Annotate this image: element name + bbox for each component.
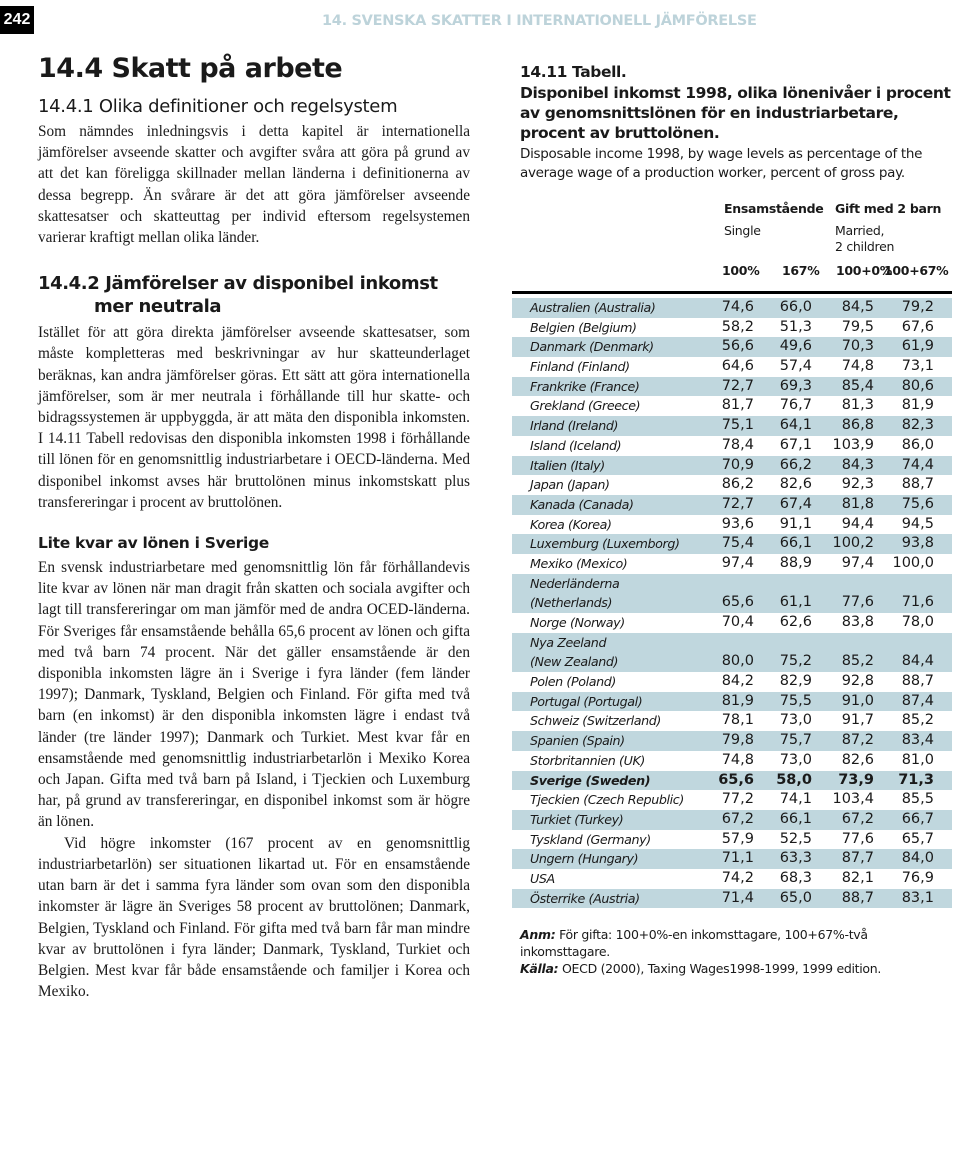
table-cell: 76,9 xyxy=(901,869,934,886)
table-row xyxy=(512,574,952,594)
table-cell: 86,0 xyxy=(901,436,934,453)
table-body xyxy=(512,298,952,908)
table-cell: 73,0 xyxy=(779,712,812,729)
table-cell: 49,6 xyxy=(779,338,812,355)
group-married-en-2: 2 children xyxy=(835,239,895,254)
country-name: Australien (Australia) xyxy=(530,300,656,315)
table-row xyxy=(512,475,952,495)
table-cell: 68,3 xyxy=(779,869,812,886)
table-cell: 65,7 xyxy=(901,830,934,847)
section-heading-2-line1: 14.4.2 Jämförelser av disponibel inkomst xyxy=(38,273,438,295)
table-cell: 66,0 xyxy=(779,299,812,315)
table-cell: 97,4 xyxy=(841,554,874,571)
country-name: (Netherlands) xyxy=(530,595,613,611)
country-name: Portugal (Portugal) xyxy=(530,693,643,709)
table-cell: 74,8 xyxy=(841,358,874,375)
table-cell: 73,0 xyxy=(779,751,812,768)
table-cell: 71,6 xyxy=(901,594,934,611)
table-cell: 85,2 xyxy=(901,712,934,729)
table-row xyxy=(512,889,952,909)
table-row xyxy=(512,652,952,672)
table-row xyxy=(512,751,952,771)
table-cell: 82,9 xyxy=(779,673,812,690)
table-cell: 71,4 xyxy=(721,889,754,906)
table-cell: 70,3 xyxy=(841,338,874,355)
table-cell: 83,1 xyxy=(901,889,934,906)
table-cell: 75,4 xyxy=(721,535,754,552)
country-name: Polen (Poland) xyxy=(530,674,616,690)
page-number: 242 xyxy=(0,6,34,34)
country-name: (New Zealand) xyxy=(530,654,619,670)
table-row xyxy=(512,830,952,850)
table-cell: 81,9 xyxy=(721,692,754,709)
country-name: Danmark (Denmark) xyxy=(530,339,654,355)
table-row xyxy=(512,337,952,357)
group-married-header: Gift med 2 barn xyxy=(835,201,942,216)
table-cell: 81,3 xyxy=(841,397,874,414)
table-cell: 67,4 xyxy=(779,495,812,512)
table-cell: 61,1 xyxy=(779,594,812,611)
table-cell: 66,1 xyxy=(779,535,812,552)
country-name: Schweiz (Switzerland) xyxy=(530,713,661,729)
table-cell: 92,3 xyxy=(841,476,874,493)
group-single-en: Single xyxy=(724,223,761,238)
table-cell: 76,7 xyxy=(779,397,812,414)
table-cell: 70,4 xyxy=(721,614,754,630)
table-cell: 77,2 xyxy=(721,791,754,808)
table-cell: 66,7 xyxy=(901,810,934,827)
table-label: 14.11 Tabell. xyxy=(520,63,627,81)
table-cell: 80,0 xyxy=(721,653,754,670)
table-cell: 57,9 xyxy=(721,830,754,847)
table-cell: 103,9 xyxy=(832,436,874,453)
table-cell: 88,7 xyxy=(901,476,934,493)
running-head: 14. SVENSKA SKATTER I INTERNATIONELL JÄMFÖRELSE xyxy=(322,13,757,29)
table-row xyxy=(512,672,952,692)
table-cell: 61,9 xyxy=(901,338,934,355)
country-name: Turkiet (Turkey) xyxy=(530,811,624,827)
table-cell: 83,4 xyxy=(901,732,934,749)
table-cell: 58,0 xyxy=(776,771,812,788)
table-cell: 80,6 xyxy=(901,377,934,394)
table-row xyxy=(512,318,952,338)
table-row xyxy=(512,593,952,613)
table-cell: 82,6 xyxy=(779,476,812,493)
table-cell: 87,4 xyxy=(901,692,934,709)
column-header: 100+0% xyxy=(836,263,892,278)
country-name: Japan (Japan) xyxy=(530,477,610,493)
column-header: 100% xyxy=(722,263,760,278)
table-row xyxy=(512,456,952,476)
country-name: Nederländerna xyxy=(530,575,620,591)
table-header xyxy=(512,201,952,283)
country-name: Italien (Italy) xyxy=(530,457,605,473)
table-cell: 100,2 xyxy=(832,535,874,552)
table-cell: 88,7 xyxy=(901,673,934,690)
table-cell: 63,3 xyxy=(779,850,812,867)
table-cell: 86,8 xyxy=(841,417,874,434)
table-cell: 81,8 xyxy=(841,495,874,512)
table-cell: 84,4 xyxy=(901,653,934,670)
section-3-text-2: Vid högre inkomster (167 procent av en genomsnittlig industriarbetarlön) ser situationen likartad ut. För en ensamstående utan barn är det i samma fyra länder som ovan som den disponibla inkomster är lägre än Sveriges 58 procent av bruttolönen; Danmark, Belgien, Tyskland och Finland. För gifta med två barn får man mindre kvar av bruttolönen i fyra länder; Danmark, Tyskland, Turkiet och Belgien. Mest kvar får både ensamstående och familjer i Korea och Mexiko. xyxy=(38,834,470,1001)
table-cell: 71,1 xyxy=(721,850,754,867)
table-cell: 97,4 xyxy=(721,554,754,571)
column-header: 100+67% xyxy=(884,263,949,278)
country-name: Grekland (Greece) xyxy=(530,398,641,414)
country-name: Belgien (Belgium) xyxy=(530,319,637,335)
table-cell: 71,3 xyxy=(898,771,934,788)
table-cell: 81,7 xyxy=(721,397,754,414)
table-note: Anm: För gifta: 100+0%-en inkomsttagare, 100+67%-två inkomsttagare. xyxy=(520,927,868,960)
country-name: Island (Iceland) xyxy=(530,437,622,453)
table-cell: 94,4 xyxy=(841,515,874,532)
table-row xyxy=(512,790,952,810)
table-row xyxy=(512,633,952,653)
group-married-en-1: Married, xyxy=(835,223,885,238)
table-cell: 73,1 xyxy=(901,358,934,375)
table-rule xyxy=(512,291,952,294)
table-subtitle: Disposable income 1998, by wage levels as percentage of the average wage of a production worker, percent of gross pay. xyxy=(520,146,923,181)
table-cell: 67,1 xyxy=(779,436,812,453)
country-name: Mexiko (Mexico) xyxy=(530,555,628,571)
table-cell: 84,5 xyxy=(841,299,874,315)
table-cell: 74,2 xyxy=(721,869,754,886)
table-cell: 65,6 xyxy=(721,594,754,611)
table-cell: 51,3 xyxy=(779,318,812,335)
table-cell: 82,3 xyxy=(901,417,934,434)
country-name: Kanada (Canada) xyxy=(530,496,634,512)
table-cell: 70,9 xyxy=(721,456,754,473)
table-cell: 57,4 xyxy=(779,358,812,375)
table-cell: 74,6 xyxy=(721,299,754,315)
table-row xyxy=(512,849,952,869)
table-row xyxy=(512,377,952,397)
table-cell: 67,2 xyxy=(841,810,874,827)
table-cell: 64,6 xyxy=(721,358,754,375)
table-cell: 91,0 xyxy=(841,692,874,709)
table-cell: 81,9 xyxy=(901,397,934,414)
country-name: Ungern (Hungary) xyxy=(530,851,639,867)
table-row xyxy=(512,810,952,830)
table-cell: 75,6 xyxy=(901,495,934,512)
table-row xyxy=(512,515,952,535)
group-single-header: Ensamstående xyxy=(724,201,824,216)
table-cell: 67,6 xyxy=(901,318,934,335)
table-cell: 74,4 xyxy=(901,456,934,473)
country-name: Irland (Ireland) xyxy=(530,418,619,434)
table-cell: 83,8 xyxy=(841,614,874,630)
table-row xyxy=(512,298,952,318)
table-row xyxy=(512,436,952,456)
country-name: USA xyxy=(530,870,555,886)
table-cell: 66,2 xyxy=(779,456,812,473)
table-cell: 85,2 xyxy=(841,653,874,670)
section-heading-2-line2: mer neutrala xyxy=(94,296,222,318)
table-row xyxy=(512,771,952,791)
table-cell: 88,7 xyxy=(841,889,874,906)
table-cell: 75,1 xyxy=(721,417,754,434)
country-name: Tyskland (Germany) xyxy=(530,831,651,847)
table-cell: 75,2 xyxy=(779,653,812,670)
country-name: Spanien (Spain) xyxy=(530,733,625,749)
section-1-text: Som nämndes inledningsvis i detta kapitel är internationella jämförelser avseende skatter och avgifter svåra att göra på grund av att det kan föreligga skillnader mellan länderna i definitionerna av dessa begrepp. Än svårare är det att göra jämförelser avseende skattesatser och skatteuttag per individ eftersom regelsystemen varierar kraftigt mellan olika länder. xyxy=(38,123,470,247)
country-name: Frankrike (France) xyxy=(530,378,640,394)
table-row xyxy=(512,869,952,889)
table-cell: 75,7 xyxy=(779,732,812,749)
table-cell: 100,0 xyxy=(892,554,934,571)
table-cell: 94,5 xyxy=(901,515,934,532)
section-heading-3: Lite kvar av lönen i Sverige xyxy=(38,534,269,553)
table-cell: 58,2 xyxy=(721,318,754,335)
table-cell: 88,9 xyxy=(779,554,812,571)
table-cell: 84,2 xyxy=(721,673,754,690)
table-cell: 77,6 xyxy=(841,594,874,611)
table-cell: 72,7 xyxy=(721,495,754,512)
section-heading-2 xyxy=(38,272,470,318)
table-cell: 86,2 xyxy=(721,476,754,493)
table-row xyxy=(512,534,952,554)
table-row xyxy=(512,731,952,751)
article-column xyxy=(38,52,470,1002)
section-3-text-1: En svensk industriarbetare med genomsnittlig lön får förhållandevis lite kvar av lönen när man dragit från skatten och sociala avgifter och lagt till transfereringar om man jämför med de andra OCED-länderna. För Sveriges får ensamstående behålla 65,6 procent av lönen och gifta med två barn 74 procent. När det gäller ensamstående är den disponibla inkomsten lägre än i Sverige i fyra länder (fem länder 1997); Danmark, Tyskland, Belgien och Finland. För gifta med två barn (en inkomst) är den disponibla inkomsten lägre i endast två länder (tre länder 1997); Danmark och Turkiet. Mest kvar får en ensamstående med genomsnittlig industriarbetarlön i Mexiko Korea och Japan. Gifta med två barn på Island, i Tjeckien och Luxemburg har, på grund av transfereringar, en disponibel inkomst som är högre än lönen. xyxy=(38,559,470,831)
table-cell: 78,0 xyxy=(901,614,934,630)
country-name: Luxemburg (Luxemborg) xyxy=(530,536,680,552)
table-cell: 79,2 xyxy=(901,299,934,315)
country-name: Storbritannien (UK) xyxy=(530,752,645,768)
table-cell: 103,4 xyxy=(832,791,874,808)
table-cell: 81,0 xyxy=(901,751,934,768)
table-cell: 79,5 xyxy=(841,318,874,335)
country-name: Sverige (Sweden) xyxy=(530,772,651,788)
table-row xyxy=(512,416,952,436)
table-row xyxy=(512,357,952,377)
column-header: 167% xyxy=(782,263,820,278)
table-cell: 75,5 xyxy=(779,692,812,709)
chapter-title: 14.4 Skatt på arbete xyxy=(38,53,343,84)
table-cell: 87,2 xyxy=(841,732,874,749)
section-heading-1: 14.4.1 Olika definitioner och regelsystem xyxy=(38,96,398,117)
table-cell: 91,7 xyxy=(841,712,874,729)
table-cell: 79,8 xyxy=(721,732,754,749)
table-cell: 65,6 xyxy=(718,771,754,788)
table-cell: 65,0 xyxy=(779,889,812,906)
table-cell: 77,6 xyxy=(841,830,874,847)
country-name: Nya Zeeland xyxy=(530,634,607,650)
table-cell: 92,8 xyxy=(841,673,874,690)
table-cell: 82,1 xyxy=(841,869,874,886)
table-cell: 72,7 xyxy=(721,377,754,394)
table-cell: 74,8 xyxy=(721,751,754,768)
table-cell: 74,1 xyxy=(779,791,812,808)
income-table xyxy=(512,62,952,977)
table-cell: 84,3 xyxy=(841,456,874,473)
table-cell: 93,6 xyxy=(721,515,754,532)
table-notes xyxy=(520,926,952,977)
country-name: Tjeckien (Czech Republic) xyxy=(530,792,684,808)
table-row xyxy=(512,613,952,633)
table-cell: 73,9 xyxy=(838,771,874,788)
table-row xyxy=(512,692,952,712)
table-cell: 84,0 xyxy=(901,850,934,867)
table-cell: 82,6 xyxy=(841,751,874,768)
table-row xyxy=(512,495,952,515)
country-name: Finland (Finland) xyxy=(530,359,630,375)
table-source: Källa: OECD (2000), Taxing Wages1998-1999, 1999 edition. xyxy=(520,961,882,977)
table-cell: 85,4 xyxy=(841,377,874,394)
table-cell: 85,5 xyxy=(901,791,934,808)
table-cell: 52,5 xyxy=(779,830,812,847)
country-name: Korea (Korea) xyxy=(530,516,612,532)
table-cell: 64,1 xyxy=(779,417,812,434)
table-cell: 62,6 xyxy=(779,614,812,630)
table-cell: 69,3 xyxy=(779,377,812,394)
section-2-text: Istället för att göra direkta jämförelser avseende skattesatser, som måste kompletteras med beskrivningar av hur skatteunderlaget beräknas, kan andra jämförelser göras. Ett sätt att göra internationella jämförelser, som är mer neutrala i förhållande till hur skatte- och bidragssystemen är uppbyggda, är att mäta den disponibla inkomsten. I 14.11 Tabell redovisas den disponibla inkomsten 1998 i förhållande till lönen för en genomsnittlig industriarbetare i OECD-länderna. Med disponibel inkomst avses här bruttolönen minus inkomstskatt plus transfereringar i procent av bruttolönen. xyxy=(38,324,470,511)
table-cell: 78,4 xyxy=(721,436,754,453)
table-cell: 66,1 xyxy=(779,810,812,827)
table-cell: 56,6 xyxy=(721,338,754,355)
table-title: Disponibel inkomst 1998, olika lönenivåer i procent av genomsnittslönen för en industriarbetare, procent av bruttolönen. xyxy=(520,84,951,142)
table-cell: 91,1 xyxy=(779,515,812,532)
table-row xyxy=(512,554,952,574)
table-cell: 78,1 xyxy=(721,712,754,729)
country-name: Norge (Norway) xyxy=(530,615,625,630)
country-name: Österrike (Austria) xyxy=(530,890,640,906)
table-cell: 67,2 xyxy=(721,810,754,827)
table-cell: 93,8 xyxy=(901,535,934,552)
table-row xyxy=(512,396,952,416)
table-row xyxy=(512,711,952,731)
table-cell: 87,7 xyxy=(841,850,874,867)
